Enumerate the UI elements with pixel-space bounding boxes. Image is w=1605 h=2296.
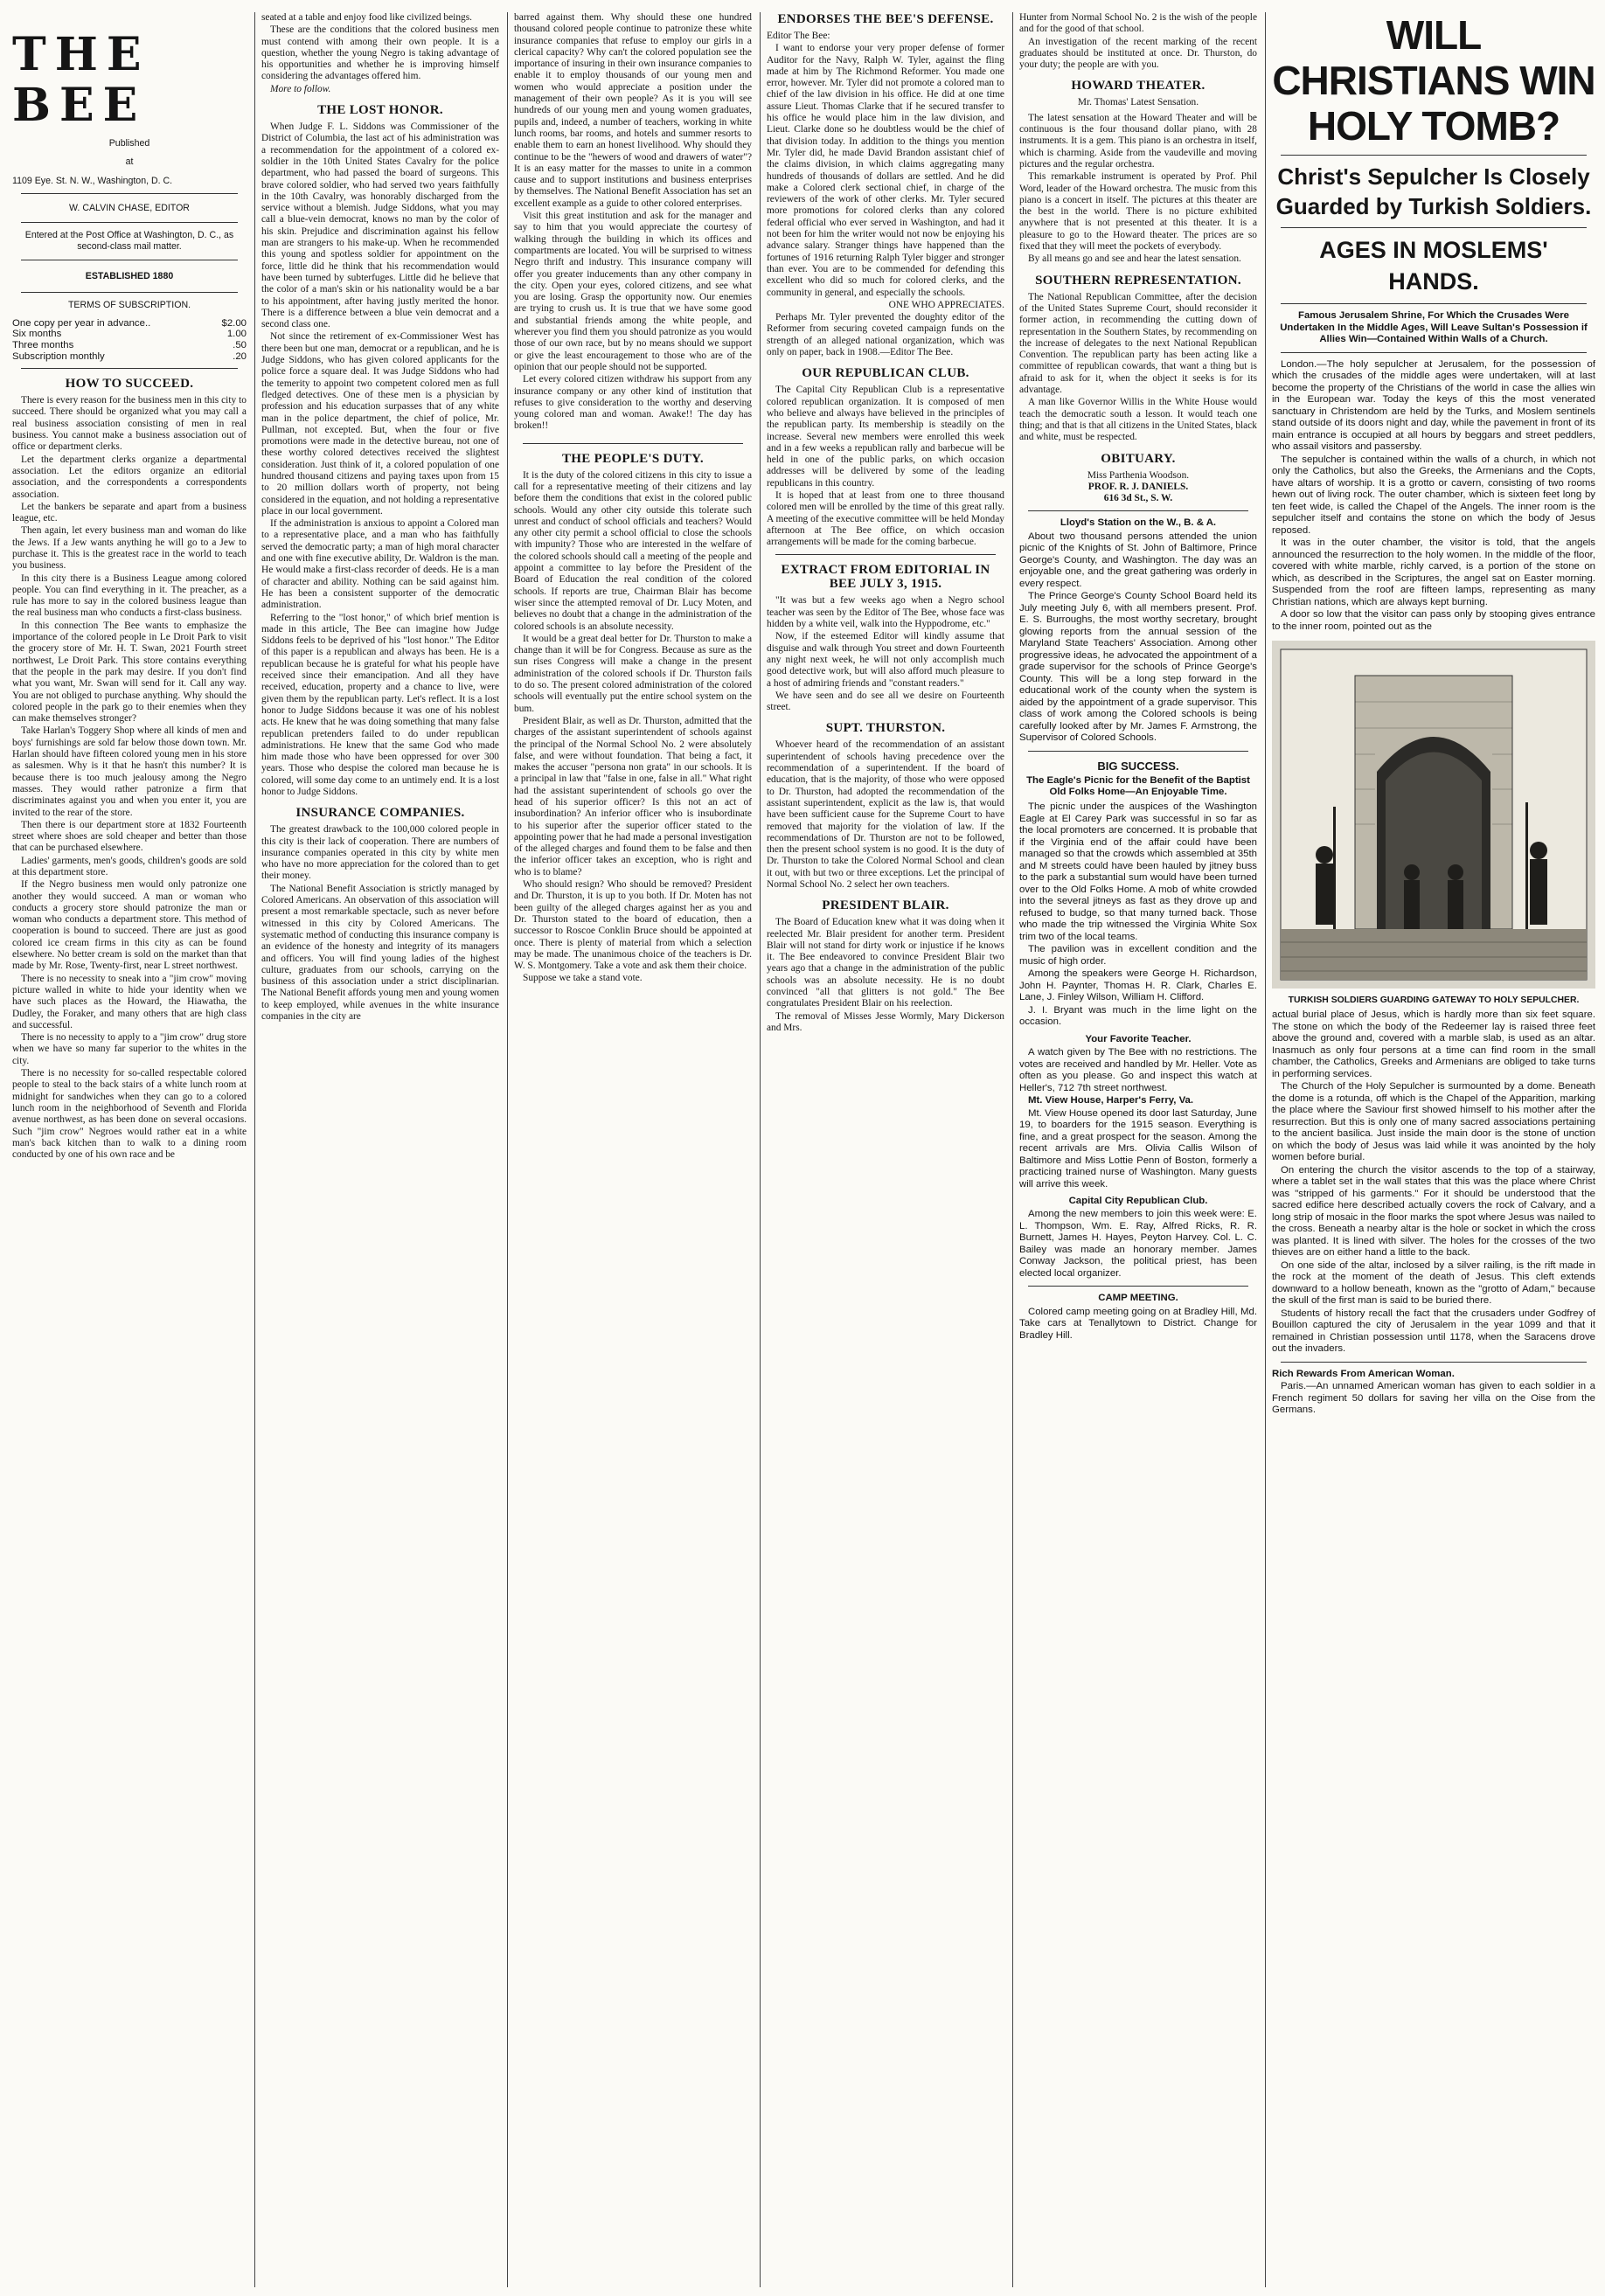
article-paragraph: seated at a table and enjoy food like civilized beings. xyxy=(261,12,473,23)
article-paragraph: Mt. View House, Harper's Ferry, Va. xyxy=(1028,1095,1194,1106)
column-6 xyxy=(1272,12,1595,2287)
article-paragraph: There is no necessity to sneak into a "jim crow" moving picture walled in white to hide your identity when we have such places as the Howard, the Hiawatha, the Dudley, the Foraker, and many others that are high class and successful. xyxy=(12,973,247,1030)
divider xyxy=(21,222,238,223)
divider xyxy=(1028,1286,1248,1287)
article-heading: Capital City Republican Club. xyxy=(1068,1196,1208,1207)
article-heading: OBITUARY. xyxy=(1101,451,1176,466)
column-rule xyxy=(760,12,761,2287)
article-body xyxy=(1272,359,1595,634)
column-3 xyxy=(514,12,752,2287)
article-paragraph: The removal of Misses Jesse Wormly, Mary Dickerson and Mrs. xyxy=(767,1010,1004,1033)
article-subheading: The Eagle's Picnic for the Benefit of the Baptist Old Folks Home—An Enjoyable Time. xyxy=(1026,774,1250,797)
column-2 xyxy=(261,12,499,2287)
article-paragraph: Now, if the esteemed Editor will kindly assume that disguise and walk through You street and down Fourteenth any night next week, he will not only accomplish much good detective work, but will also afford much pleasure to a host of admiring friends and "constant readers." xyxy=(767,631,1004,689)
article-paragraph: Let every colored citizen withdraw his support from any insurance company or any other kind of institution that refuses to give consideration to the worthy and deserving young colored man and woman. Awake!! The day has broken!! xyxy=(514,374,752,432)
divider xyxy=(21,368,238,369)
article-headline: Christ's Sepulcher Is Closely Guarded by Turkish Soldiers. xyxy=(1275,163,1592,219)
article-paragraph: The pavilion was in excellent condition and the music of high order. xyxy=(1019,944,1257,967)
divider xyxy=(1028,751,1248,752)
article-paragraph: Whoever heard of the recommendation of an assistant superintendent of schools having precedence over the recommendation of a superintendent. If the board of education, that is the majority, of those who were opposed to Dr. Thurston, had adopted the recommendation of the assistant superintendent, explicit as the law is, that would have been sufficient cause for the Supreme Court to have removed that majority for the violation of law. If the recommendations of Dr. Thurston are not to be followed, then the present school system is no good. It is the duty of Dr. Thurston to take the Colored Normal School and clean it out, with but two or three exceptions. Let the principal of Normal School No. 2 select her own teachers. xyxy=(767,739,1004,890)
article-paragraph: The sepulcher is contained within the walls of a church, in which not only the Catholics, but also the Greeks, the Armenians and the Copts, have altars of worship. It is a grotto or cavern, consisting of two rooms hewn out of living rock. The outer chamber, which is sixteen feet long by ten feet wide, is called the Chapel of the Angels. The inner room is the sepulcher itself and contains the stone on which the body of Jesus reposed. xyxy=(1272,454,1595,536)
article-paragraph: The National Benefit Association is strictly managed by Colored Americans. An observation of this association will present a most remarkable spectacle, such as never before witnessed in this city by Colored Americans. The systematic method of conducting this insurance company is an evidence of the honesty and integrity of its managers and officers. You will find young ladies of the highest culture, graduates from our schools, carrying on the business of this association under a strict disciplinarian. The National Benefit affords young men and young women to keep employed, while avenues in the white insurance companies in the city are xyxy=(261,883,499,1023)
column-1 xyxy=(12,12,247,2287)
subscription-price: 1.00 xyxy=(226,329,247,340)
article-paragraph: Among the speakers were George H. Richardson, John H. Paynter, Thomas H. R. Clark, Charles E. Lane, J. Finley Wilson, William H. Clifford. xyxy=(1019,968,1257,1003)
article-paragraph: The picnic under the auspices of the Washington Eagle at El Carey Park was successful in so far as the local promoters are concerned. It is probable that if the Virginia end of the affair could have been managed so that the crowds which assembled at 35th and M streets could have been hauled by jitney buss to the park a substantial sum would have been turned over to the Old Folks Home. A mob of white crowded into the several jitneys as fast as they drove up and refused to budge, so that many turned back. Those who made the trip witnessed the Virginia White Sox trim two of the local teams. xyxy=(1019,801,1257,942)
illustration-caption: TURKISH SOLDIERS GUARDING GATEWAY TO HOLY SEPULCHER. xyxy=(1288,995,1580,1006)
article-heading: THE LOST HONOR. xyxy=(317,103,443,118)
article-heading: Rich Rewards From American Woman. xyxy=(1272,1368,1455,1379)
article-paragraph: It would be a great deal better for Dr. Thurston to make a change than it will be for Congress. Because as sure as the sun rises Congress will make a change in the present administration of the colored schools if Dr. Thurston fails to do so. The present colored administration of the colored schools will eventually put the entire school system on the bum. xyxy=(514,633,752,714)
article-paragraph: Who should resign? Who should be removed? President and Dr. Thurston, it is up to you both. If Dr. Moten has not been guilty of the alleged charges against her as you and Dr. Thurston stated to the board of education, then a successor to Roscoe Conklin Bruce should be appointed at once. There is plenty of material from which a selection may be made. The unanimous choice of the teachers is Dr. W. S. Montgomery. Take a vote and ask them their choice. xyxy=(514,879,752,972)
column-rule xyxy=(507,12,508,2287)
divider xyxy=(1028,510,1248,511)
obituary-address: 616 3d St., S. W. xyxy=(1103,493,1173,504)
article-body xyxy=(1272,1009,1595,1417)
article-paragraph: In this city there is a Business League among colored people. You can find everything in it. The preacher, as a rule has more to say in the colored business league than the real business man who conducts a first-class business. xyxy=(12,572,247,619)
divider xyxy=(1281,1362,1587,1363)
article-heading: HOWARD THEATER. xyxy=(1071,79,1205,94)
divider xyxy=(21,292,238,293)
subscription-label: Six months xyxy=(12,329,62,340)
article-heading: INSURANCE COMPANIES. xyxy=(295,806,465,821)
subscription-price: $2.00 xyxy=(221,317,247,329)
article-paragraph: A watch given by The Bee with no restrictions. The votes are received and handled by Mr. Heller. Vote as often as you please. Go and inspect this watch at Heller's, 712 7th street northwest. xyxy=(1019,1047,1257,1093)
divider xyxy=(523,443,743,444)
article-paragraph: In this connection The Bee wants to emphasize the importance of the colored people in Le Droit Park to visit the grocery store of Mr. H. T. Swan, 2021 Fourth street northwest, Le Droit Park. This store contains everything that the people in the park may desire. If you don't find what you want, Mr. Swan will send for it. Call any way. You are not obliged to purchase anything. Why should the colored people in the park go to their enemies when they can make themselves stronger? xyxy=(12,620,247,725)
divider xyxy=(1281,155,1587,156)
article-salutation: Editor The Bee: xyxy=(767,31,830,41)
article-paragraph: An investigation of the recent marking of the recent graduates should be instituted at once. Dr. Thurston, do your duty; the people are with you. xyxy=(1019,36,1257,71)
column-5 xyxy=(1019,12,1257,2287)
divider xyxy=(1281,303,1587,304)
masthead-entered: Entered at the Post Office at Washington, D. C., as second-class mail matter. xyxy=(24,230,234,252)
article-paragraph: When Judge F. L. Siddons was Commissioner of the District of Columbia, the last act of his administration was a recommendation for the appointment of a colored ex-soldier in the 10th United States Cavalry for the police department, who had passed the board of surgeons. This brave colored soldier, who had served two years faithfully in the 10th Cavalry, was honorably discharged from the service without a blemish. Judge Siddons, what you may call a blue-vein democrat, knows no man by the color of his skin. Prejudice and discrimination against his fellow man are strangers to his make-up. When he recommended this young and spotless soldier for appointment on the force, little did he think that his recommendation would have been turned by subterfuges. Little did he believe that the color of a man's skin or his nationality would be a bar to his appointment, after having justly merited the honor. There is a difference between a blue vein democrat and a second class one. xyxy=(261,121,499,330)
masthead-address: 1109 Eye. St. N. W., Washington, D. C. xyxy=(12,176,173,187)
obituary-teacher: PROF. R. J. DANIELS. xyxy=(1087,481,1189,492)
subscription-row xyxy=(12,329,247,340)
article-paragraph: Hunter from Normal School No. 2 is the wish of the people and for the good of that school. xyxy=(1019,12,1257,35)
subscription-row xyxy=(12,351,247,363)
article-paragraph: "It was but a few weeks ago when a Negro school teacher was seen by the Editor of The Bee, whose face was hidden by a white veil, walk into the Hyppodrome, etc." xyxy=(767,595,1004,630)
article-paragraph: If the Negro business men would only patronize one another they would succeed. A man or woman who conducts a grocery store should patronize the man or woman who conducts a department store. This method of cooperation is bound to succeed. There are just as good colored ice cream firms in this city as can be found elsewhere. No better cream is sold on the market than that made by Mr. Rose, Twenty-first, near L street northwest. xyxy=(12,879,247,972)
article-paragraph: We have seen and do see all we desire on Fourteenth street. xyxy=(767,690,1004,713)
article-paragraph: There is no necessity to apply to a "jim crow" drug store when we have so many far superior to the whites in the city. xyxy=(12,1032,247,1066)
article-paragraph: Colored camp meeting going on at Bradley Hill, Md. Take cars at Tenallytown to District. Change for Bradley Hill. xyxy=(1019,1306,1257,1341)
article-paragraph: A door so low that the visitor can pass only by stooping gives entrance to the inner room, pointed out as the xyxy=(1272,609,1595,632)
article-paragraph: barred against them. Why should these one hundred thousand colored people continue to patronize these white insurance companies that refuse to employ our girls in a clerical capacity? Why can't the colored population see the importance of insuring in their own insurance companies to enable it to employ thousands of our young men and women who would appreciate a position under the management of their own people? As it is you will see hundreds of our young men and young women graduates, pupils and, indeed, a number of teachers, working in white lunch rooms, bar rooms, and hotels and summer resorts to enable them to earn an honest livelihood. Why should they continue to be the "hewers of wood and drawers of water"? It is an easy matter for the masses to unite in a common cause and to support institutions and business enterprises by themselves. The National Benefit Association has set an excellent example as a guide to other colored enterprises. xyxy=(514,12,752,209)
article-paragraph: actual burial place of Jesus, which is hardly more than six feet square. The stone on which the body of the Redeemer lay is raised three feet above the ground and, covered with a marble slab, is used as an altar. Inasmuch as only four persons at a time can find room in the small chamber, the Catholics, Greeks and Armenians are obliged to take turns in performing services. xyxy=(1272,1009,1595,1079)
subscription-table xyxy=(12,318,247,362)
article-paragraph: Then again, let every business man and woman do like the Jews. If a Jew wants anything he will go to a Jew to purchase it. This is the greatest race in the world to teach you business. xyxy=(12,525,247,572)
article-paragraph: Take Harlan's Toggery Shop where all kinds of men and boys' furnishings are sold far below those down town. Mr. Harlan should have fifteen colored young men in his store as salesmen. Why is it that he hasn't this number? It is because there is too much jealousy among the Negro masses. They would rather patronize a firm that discriminates against you and when you enter it, you are invited to the rear of the store. xyxy=(12,725,247,818)
column-rule xyxy=(254,12,255,2287)
article-paragraph: The Church of the Holy Sepulcher is surmounted by a dome. Beneath the dome is a rotunda, off which is the Chapel of the Apparition, marking the place where the Saviour first showed himself to his mother after the resurrection. But this is only one of many sacred associations pertaining to the ancient basilica. Just inside the main door is the stone of unction on which the body of Jesus was laid while it was anointed by the holy women before burial. xyxy=(1272,1081,1595,1163)
article-paragraph: There is every reason for the business men in this city to succeed. There should be organized what you may call a real business association consisting of men in real business. You cannot make a business association out of office or department clerks. xyxy=(12,395,247,453)
masthead-editor: W. CALVIN CHASE, EDITOR xyxy=(69,202,190,213)
published-label: Published xyxy=(108,138,150,149)
sepulcher-illustration xyxy=(1272,641,1595,988)
article-paragraph: Ladies' garments, men's goods, children's goods are sold at this department store. xyxy=(12,855,247,877)
subscription-label: One copy per year in advance.. xyxy=(12,317,151,329)
divider xyxy=(1281,352,1587,353)
article-paragraph: On one side of the altar, inclosed by a silver railing, is the rift made in the rock at the moment of the death of Jesus. This cleft extends downward to a hollow beneath, known as the "grotto of Adam," because the skull of the first man is said to be buried there. xyxy=(1272,1259,1595,1307)
article-headline: AGES IN MOSLEMS' HANDS. xyxy=(1319,237,1548,295)
at-label: at xyxy=(125,156,134,167)
article-paragraph: Perhaps Mr. Tyler prevented the doughty editor of the Reformer from securing coveted campaign funds on the strength of an alleged national organization, which was only on paper, back in 1908.—Editor The Bee. xyxy=(767,312,1004,358)
article-paragraph: Not since the retirement of ex-Commissioner West has there been but one man, democrat or a republican, and he is Judge Siddons, who has given colored applicants for the police force a square deal. It was Judge Siddons who had the temerity to appoint two competent colored men as full fledged detectives. One of these men is a physician by profession and his education surpasses that of any white man in the police department, the chief of police, Mr. Pullman, not excepted. But, when the four or five promotions were made in the detective bureau, not one of these worthy colored detectives received the slightest consideration. Just think of it, a colored population of one hundred thousand citizens and paying taxes upon from 15 to 20 million dollars worth of property, not being considered in the equation, and not holding a representative place in our local government. xyxy=(261,331,499,517)
article-paragraph: If the administration is anxious to appoint a Colored man to a representative place, and a man who has faithfully served the democratic party; a man of high moral character and one with fine executive ability, Dr. Waldron is the man. He would make a first-class recorder of deeds. He is a man of character and ability. Nothing can be said against him. He has been a consistent supporter of the democratic administration. xyxy=(261,518,499,611)
article-paragraph: London.—The holy sepulcher at Jerusalem, for the possession of which the crusades of the middle ages were undertaken, will at last become the property of the Christians of the world in case the allies win in the European war. Today the keys of this the most venerated sanctuary in Christendom are held by the Turks, and Moslem sentinels stand outside of its doors night and day, while the pavement in front of its main entrance is occupied at all hours by beggars and street peddlers, who assail visitors and passersby. xyxy=(1272,358,1595,452)
article-heading: HOW TO SUCCEED. xyxy=(65,377,194,392)
article-paragraph: Students of history recall the fact that the crusaders under Godfrey of Bouillon captured the city of Jerusalem in the year 1099 and that it remained in Christian possession until 1178, when the Saracens drove out the invaders. xyxy=(1272,1308,1595,1355)
divider xyxy=(1281,227,1587,228)
article-paragraph: These are the conditions that the colored business men must contend with among their own people. It is a question, whether the young Negro is taking advantage of his opportunities and whether he is improving himself considering the advantages offered him. xyxy=(261,24,499,82)
article-paragraph: The National Republican Committee, after the decision of the United States Supreme Court, should reconsider it former action, in recommending the cutting down of representation in the Southern States, by recommending on the increase of delegates to the next National Republican Convention. The republican party has been acting like a committee of republican cowards, that want a thing but is afraid to ask for it, when the object it seeks is for its advantage. xyxy=(1019,291,1257,396)
divider xyxy=(21,193,238,194)
article-paragraph: A man like Governor Willis in the White House would teach the democratic south a lesson. It would teach one thing; and that is that all citizens in the United States, black and white, must be respected. xyxy=(1019,397,1257,443)
obituary-name: Miss Parthenia Woodson. xyxy=(1087,469,1190,481)
article-deck: Famous Jerusalem Shrine, For Which the Crusades Were Undertaken In the Middle Ages, Will Leave Sultan's Possession if Allies Win—Contained Within Walls of a Church. xyxy=(1280,310,1588,344)
article-paragraph: It was in the outer chamber, the visitor is told, that the angels announced the resurrection to the holy women. In the middle of the floor, covered with white marble, richly carved, is a portion of the stone on which, as described in the Scriptures, the angel sat on Easter morning. Suspended from the roof are fifteen lamps, representing as many Christian nations, which are always kept burning. xyxy=(1272,538,1595,607)
article-body xyxy=(12,395,247,1161)
article-paragraph: About two thousand persons attended the union picnic of the Knights of St. John of Baltimore, Prince George's County, and Washington. The day was an enjoyable one, and the great gathering was orderly in every respect. xyxy=(1019,531,1257,589)
article-heading: ENDORSES THE BEE'S DEFENSE. xyxy=(777,12,994,26)
article-paragraph: Suppose we take a stand vote. xyxy=(523,973,643,984)
article-paragraph: There is no necessity for so-called respectable colored people to steal to the back stairs of a white lunch room at midnight for sandwiches when they can go to a colored lunch room in the neighborhood of Seventh and Florida avenue northwest, as has been done on several occasions. Such "jim crow" Negroes would rather eat in a white man's back kitchen than to walk to a dining room conducted by one of his own race and be xyxy=(12,1068,247,1161)
terms-heading: TERMS OF SUBSCRIPTION. xyxy=(67,300,191,311)
article-paragraph: More to follow. xyxy=(270,83,331,94)
article-paragraph: It is the duty of the colored citizens in this city to issue a call for a representative meeting of their citizens and lay before them the conditions that exist in the colored public schools. Would any other city outside this tolerate such unrest and conduct of school officials and teachers? Would any other city permit a school official to close the schools with impunity? Those who are interested in the welfare of the colored schools should call a meeting of the people and appoint a committee to lay before the President of the Board of Education the real condition of the colored schools. If reports are true, Chairman Blair has become wiser since the attempted removal of Dr. Lucy Moten, and believes no doubt that a change in the administration of the colored schools is an absolute necessity. xyxy=(514,469,752,632)
article-paragraph: Visit this great institution and ask for the manager and say to him that you would appreciate the courtesy of walking through the building in which its offices and compartments are located. You will be surprised to witness Negro thrift and industry. This insurance company will offer you greater inducements than any other company in the city. Open your eyes, colored citizens, and see what you are losing. Grasp the opportunity now. Our enemies are trying to crush us. It is true that we have some good and substantial friends among the white people, and wherever you find them you should patronize as you would those of our own race, but by no means should we support or give the least encouragement to those who are of the opinion that our people should not be supported. xyxy=(514,211,752,372)
article-heading: Lloyd's Station on the W., B. & A. xyxy=(1060,517,1217,529)
article-heading: OUR REPUBLICAN CLUB. xyxy=(802,366,969,381)
article-heading: BIG SUCCESS. xyxy=(1097,759,1179,773)
article-paragraph: This remarkable instrument is operated by Prof. Phil Word, leader of the Howard orchestra. The music from this piano is a concert in itself. The pictures at this theater are the best in the world. There is no picture exhibited anywhere that is not presented at this theater. It is a pleasure to go to the Howard theater. The prices are so fixed that they will meet the pockets of everybody. xyxy=(1019,171,1257,253)
article-paragraph: The Capital City Republican Club is a representative colored republican organization. It is composed of men who believe and always have believed in the principles of the republican party. Its membership is steadily on the increase. Several new members were enrolled this week and in a few weeks a republican rally and barbecue will be held in one of the public parks, on which occasion addresses will be delivered by some of the leading republicans in this country. xyxy=(767,385,1004,489)
article-heading: PRESIDENT BLAIR. xyxy=(822,898,949,913)
subscription-row xyxy=(12,340,247,351)
subscription-row xyxy=(12,318,247,329)
subscription-price: .50 xyxy=(233,339,247,350)
article-paragraph: The greatest drawback to the 100,000 colored people in this city is their lack of cooperation. There are numbers of insurance companies operated in this city by white men who have no more appreciation for the colored than to get their money. xyxy=(261,824,499,882)
column-4 xyxy=(767,12,1004,2287)
article-paragraph: By all means go and see and hear the latest sensation. xyxy=(1028,253,1241,265)
article-heading: Your Favorite Teacher. xyxy=(1085,1033,1192,1044)
article-heading: SUPT. THURSTON. xyxy=(825,721,946,736)
article-paragraph: The Board of Education knew what it was doing when it reelected Mr. Blair president for another term. President Blair will not stand for dirty work or injustice if he knows it. The Bee endeavored to convince President Blair two years ago that a change in the administration of the public schools was an absolute necessity. He is no doubt convinced "all that glitters is not gold." The Bee congratulates President Blair on his reelection. xyxy=(767,917,1004,1009)
article-paragraph: The Prince George's County School Board held its July meeting July 6, with all members present. Prof. E. S. Burroughs, the most worthy secretary, brought glowing reports from the annual session of the Maryland State Teachers' Association. Among other progressive ideas, he advocated the appointment of a grade supervisor for the schools of Prince George's County. This will be a long step forward in the educational work of the county when the system is aided by the appointment of a grade supervisor. This class of work among the Colored schools is being carefully looked after by Mr. James F. Armstrong, the Supervisor of Colored Schools. xyxy=(1019,591,1257,744)
article-paragraph: Referring to the "lost honor," of which brief mention is made in this article, The Bee can imagine how Judge Siddons feels to be deprived of his "lost honor." The Editor of this paper is a republican and always has been. He is a republican because he is grateful for what his people have received since their emancipation. And all they have received, education, property and a chance to live, were given them by the republican party. Let's reflect. It is a lost honor to Judge Siddons because it was one of his noblest acts. He knew that he was doing something that many false republican pretenders failed to do under republican administrations. He knew that the same God who made him made those who have been oppressed for over 300 years. Those who despise the colored man because he is colored, will some day come to an untimely end. It is a lost honor to Judge Siddons. xyxy=(261,612,499,797)
article-heading: SOUTHERN REPRESENTATION. xyxy=(1035,273,1241,288)
column-rule xyxy=(1012,12,1013,2287)
subscription-label: Subscription monthly xyxy=(12,350,105,362)
masthead-established: ESTABLISHED 1880 xyxy=(85,270,174,281)
article-paragraph: Among the new members to join this week were: E. L. Thompson, Wm. E. Ray, Alfred Ricks, R. R. Burnett, James H. Hayes, Peyton Harvey. Col. L. C. Bailey was made an honorary member. James Conway Jackson, the political priest, has been elected local organizer. xyxy=(1019,1209,1257,1279)
article-paragraph: Paris.—An unnamed American woman has given to each soldier in a French regiment 50 dollars for saving her villa on the Oise from the Germans. xyxy=(1272,1381,1595,1416)
article-heading: THE PEOPLE'S DUTY. xyxy=(562,451,704,466)
article-paragraph: Let the bankers be separate and apart from a business league, etc. xyxy=(12,501,247,524)
article-paragraph: I want to endorse your very proper defense of former Auditor for the Navy, Ralph W. Tyler, against the fling made at him by The Richmond Reformer. You made one error, however. Mr. Tyler did not promote a colored man to chief of the law division in his office. He did at one time assure Lieut. Thomas Clarke that if he secured transfer to his office he would place him in the law division, and Lieut. Clarke done so he doubtless would be the chief of that division today. In addition to the things you mention Mr. Tyler did, he made David Brandon assistant chief of the claims division, in which claims aggregating many hundreds of thousands of dollars are settled. And he did make a Colored clerk sectional chief, in charge of the reviewers of the work of other clerks. Mr. Tyler secured more promotions for colored clerks than any colored federal official who ever served in Washington, and had it not been for him the writer would not now be enjoying his advance salary. Stranger things have happened than the fortunes of 1916 returning Ralph Tyler bigger and stronger than ever. You are to be commended for defending this excellent who did so much for colored clerks, and the community in general, and especially the schools. xyxy=(767,43,1004,298)
article-paragraph: Then there is our department store at 1832 Fourteenth street where shoes are sold cheaper and better than those that can be purchased elsewhere. xyxy=(12,819,247,854)
article-heading: EXTRACT FROM EDITORIAL IN BEE JULY 3, 1915. xyxy=(781,563,990,592)
subscription-price: .20 xyxy=(233,350,247,362)
article-paragraph: Mt. View House opened its door last Saturday, June 19, to boarders for the 1915 season. Everything is fine, and a great prospect for the season. Among the recent arrivals are Mrs. Olivia Callis Wilson of Baltimore and Miss Lottie Penn of Boston, formerly a practicing trained nurse of Washington. Many guests will arrive this week. xyxy=(1019,1107,1257,1190)
article-signoff: ONE WHO APPRECIATES. xyxy=(888,299,1004,310)
article-headline: WILL CHRISTIANS WIN HOLY TOMB? xyxy=(1272,12,1595,149)
article-paragraph: It is hoped that at least from one to three thousand colored men will be enrolled by the time of this great rally. A meeting of the executive committee will be held Monday afternoon at The Bee office, on which occasion arrangements will be made for the coming barbecue. xyxy=(767,489,1004,548)
article-paragraph: J. I. Bryant was much in the lime light on the occasion. xyxy=(1019,1004,1257,1028)
divider xyxy=(775,554,996,555)
column-rule xyxy=(1265,12,1266,2287)
article-paragraph: On entering the church the visitor ascends to the top of a stairway, where a tablet set in the wall states that this was the place where Christ was "stripped of his garments." For it should be understood that the sacred edifice here described actually covers the rock of Calvary, and a long strip of mosaic in the floor marks the spot where Jesus was nailed to the cross. Beneath a nearby altar is the hole or socket in which the cross was planted. It is lined with silver. The holes for the crosses of the two thieves are on either hand a little to the back. xyxy=(1272,1164,1595,1259)
article-paragraph: Let the department clerks organize a departmental association. Let the editors organize an editorial association, and the correspondents a correspondents association. xyxy=(12,454,247,500)
subscription-label: Three months xyxy=(12,339,74,350)
article-heading: CAMP MEETING. xyxy=(1098,1293,1178,1304)
article-paragraph: President Blair, as well as Dr. Thurston, admitted that the charges of the assistant superintendent of schools against the principal of the Normal School No. 2 were absolutely false, and were without foundation. That being a fact, it makes the accuser "persona non grata" in our schools. It is a principal in law that "false in one, false in all." What right had the assistant superintendent of schools go over the head of his superior officer? Is this not an act of insubordination? An inferior officer who is insubordinate to his superior after the superior officer stated to the appointing power that he had made a personal investigation of the alleged charges and found them to be false and then the inferior officer takes an exception, who is right and who is to blame? xyxy=(514,715,752,877)
article-subheading: Mr. Thomas' Latest Sensation. xyxy=(1077,97,1199,108)
masthead-title: THE BEE xyxy=(12,28,150,132)
article-paragraph: The latest sensation at the Howard Theater and will be continuous is the four thousand dollar piano, with 28 instruments. It is a gem. This piano is an orchestra in itself, which is charming. Aside from the vaudeville and moving pictures and the regular orchestra. xyxy=(1019,112,1257,170)
